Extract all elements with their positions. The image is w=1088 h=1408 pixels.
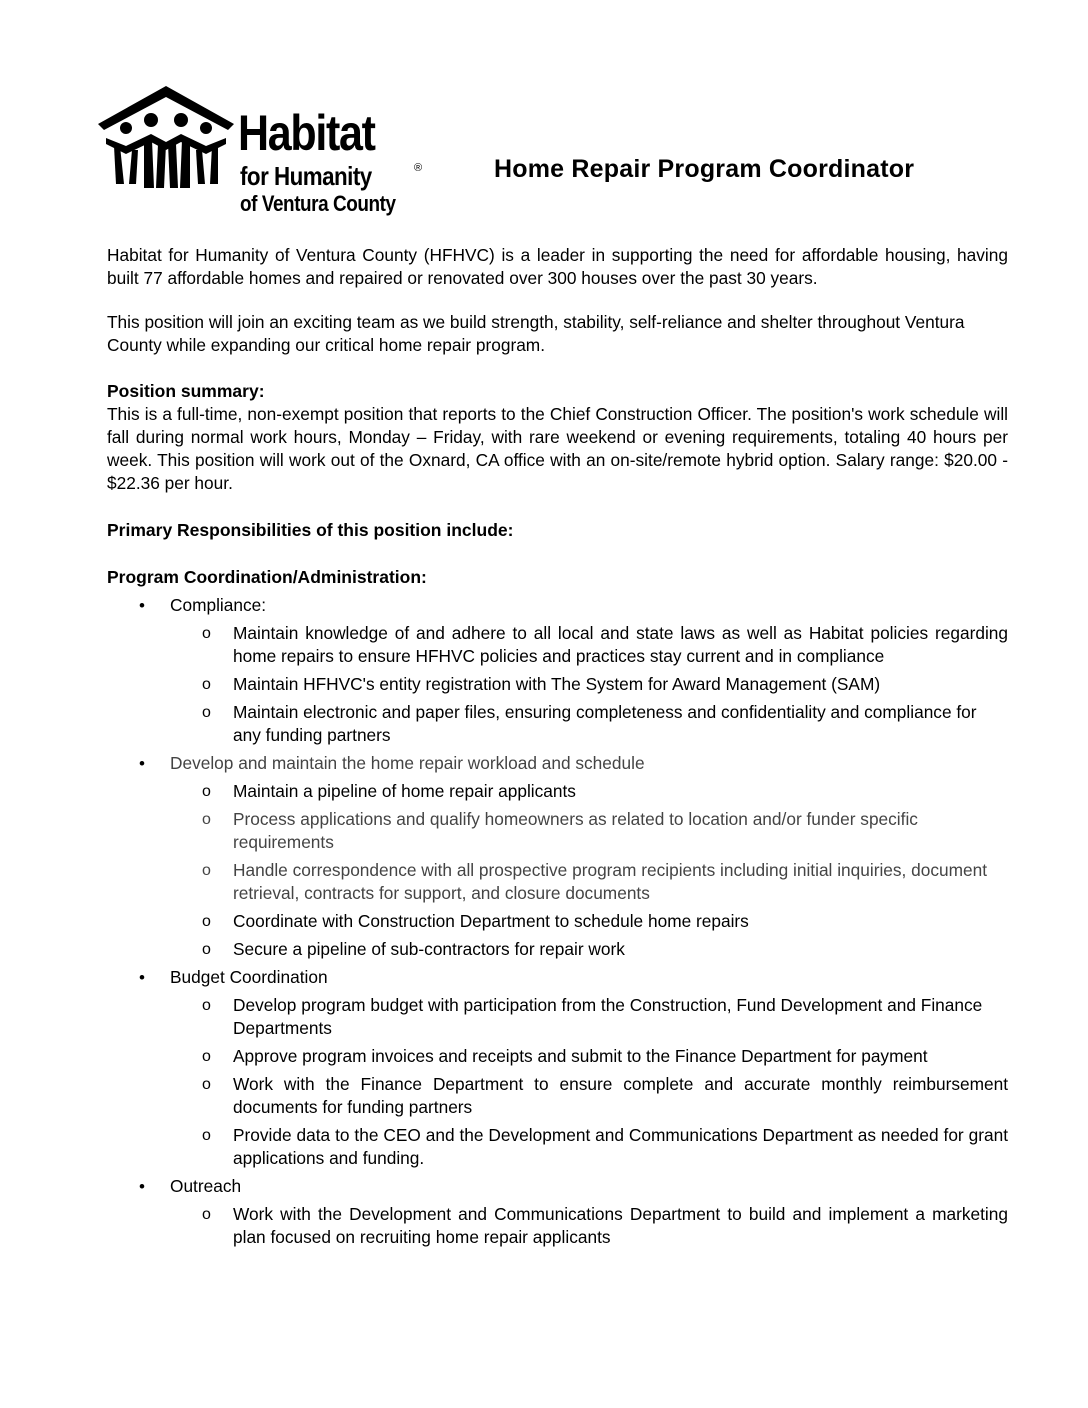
sub-list-item: o Maintain knowledge of and adhere to all local and state laws as well as Habitat policies regarding home repairs to ensure HFHVC policies and practices stay current and in compliance <box>170 622 1008 668</box>
list-item <box>107 966 1008 1170</box>
sub-list-item: o Coordinate with Construction Department to schedule home repairs <box>170 910 1008 933</box>
summary-paragraph: This is a full-time, non-exempt position that reports to the Chief Construction Officer. The position's work schedule will fall during normal work hours, Monday – Friday, with rare weekend or evening requirements, totaling 40 hours per week. This position will work out of the Oxnard, CA office with an on-site/remote hybrid option. Salary range: $20.00 - $22.36 per hour. <box>107 404 1008 493</box>
sub-list <box>170 994 1008 1170</box>
sub-list-item: o Develop program budget with participation from the Construction, Fund Development and Finance Departments <box>170 994 1008 1040</box>
responsibilities-list <box>107 594 1008 1249</box>
sub-list-item: o Work with the Development and Communications Department to build and implement a marketing plan focused on recruiting home repair applicants <box>170 1203 1008 1249</box>
section-heading-summary: Position summary: <box>107 381 265 401</box>
bullet-label: • Compliance: <box>170 595 267 615</box>
bullet-label: • Budget Coordination <box>170 967 328 987</box>
sub-list <box>170 780 1008 961</box>
sub-list-item: o Approve program invoices and receipts and submit to the Finance Department for payment <box>170 1045 1008 1068</box>
sub-list-item: o Maintain a pipeline of home repair applicants <box>170 780 1008 803</box>
sub-list <box>170 622 1008 747</box>
logo-subtitle: for Humanity <box>240 161 372 191</box>
sub-list-item: o Maintain HFHVC's entity registration with The System for Award Management (SAM) <box>170 673 1008 696</box>
sub-list-item: o Secure a pipeline of sub-contractors for repair work <box>170 938 1008 961</box>
sub-list-item: o Work with the Finance Department to ensure complete and accurate monthly reimbursement documents for funding partners <box>170 1073 1008 1119</box>
habitat-house-people-icon <box>96 84 236 190</box>
intro-paragraph: This position will join an exciting team as we build strength, stability, self-reliance and shelter throughout Ventura County while expanding our critical home repair program. <box>107 312 965 355</box>
registered-mark: ® <box>414 162 423 174</box>
intro-paragraph: Habitat for Humanity of Ventura County (HFHVC) is a leader in supporting the need for affordable housing, having built 77 affordable homes and repaired or renovated over 300 houses over the past 30 years. <box>107 245 1008 288</box>
logo-affiliate: of Ventura County <box>240 191 396 216</box>
page-title: Home Repair Program Coordinator <box>494 155 915 183</box>
sub-list-item: o Maintain electronic and paper files, ensuring completeness and confidentiality and compliance for any funding partners <box>170 701 1008 747</box>
list-item <box>107 752 1008 961</box>
bullet-label: • Outreach <box>170 1176 242 1196</box>
habitat-logo <box>96 84 436 220</box>
logo-wordmark: Habitat <box>238 105 375 161</box>
sub-list-item: o Handle correspondence with all prospective program recipients including initial inquiries, document retrieval, contracts for support, and closure documents <box>170 859 1008 905</box>
sub-list-item: o Provide data to the CEO and the Development and Communications Department as needed for grant applications and funding. <box>170 1124 1008 1170</box>
section-heading-responsibilities: Primary Responsibilities of this position include: <box>107 520 514 540</box>
document-body <box>107 244 1008 1249</box>
sub-list <box>170 1203 1008 1249</box>
list-item <box>107 594 1008 747</box>
sub-list-item: o Process applications and qualify homeowners as related to location and/or funder specific requirements <box>170 808 1008 854</box>
list-item <box>107 1175 1008 1249</box>
bullet-label: • Develop and maintain the home repair workload and schedule <box>170 753 645 773</box>
section-heading-program: Program Coordination/Administration: <box>107 567 427 587</box>
